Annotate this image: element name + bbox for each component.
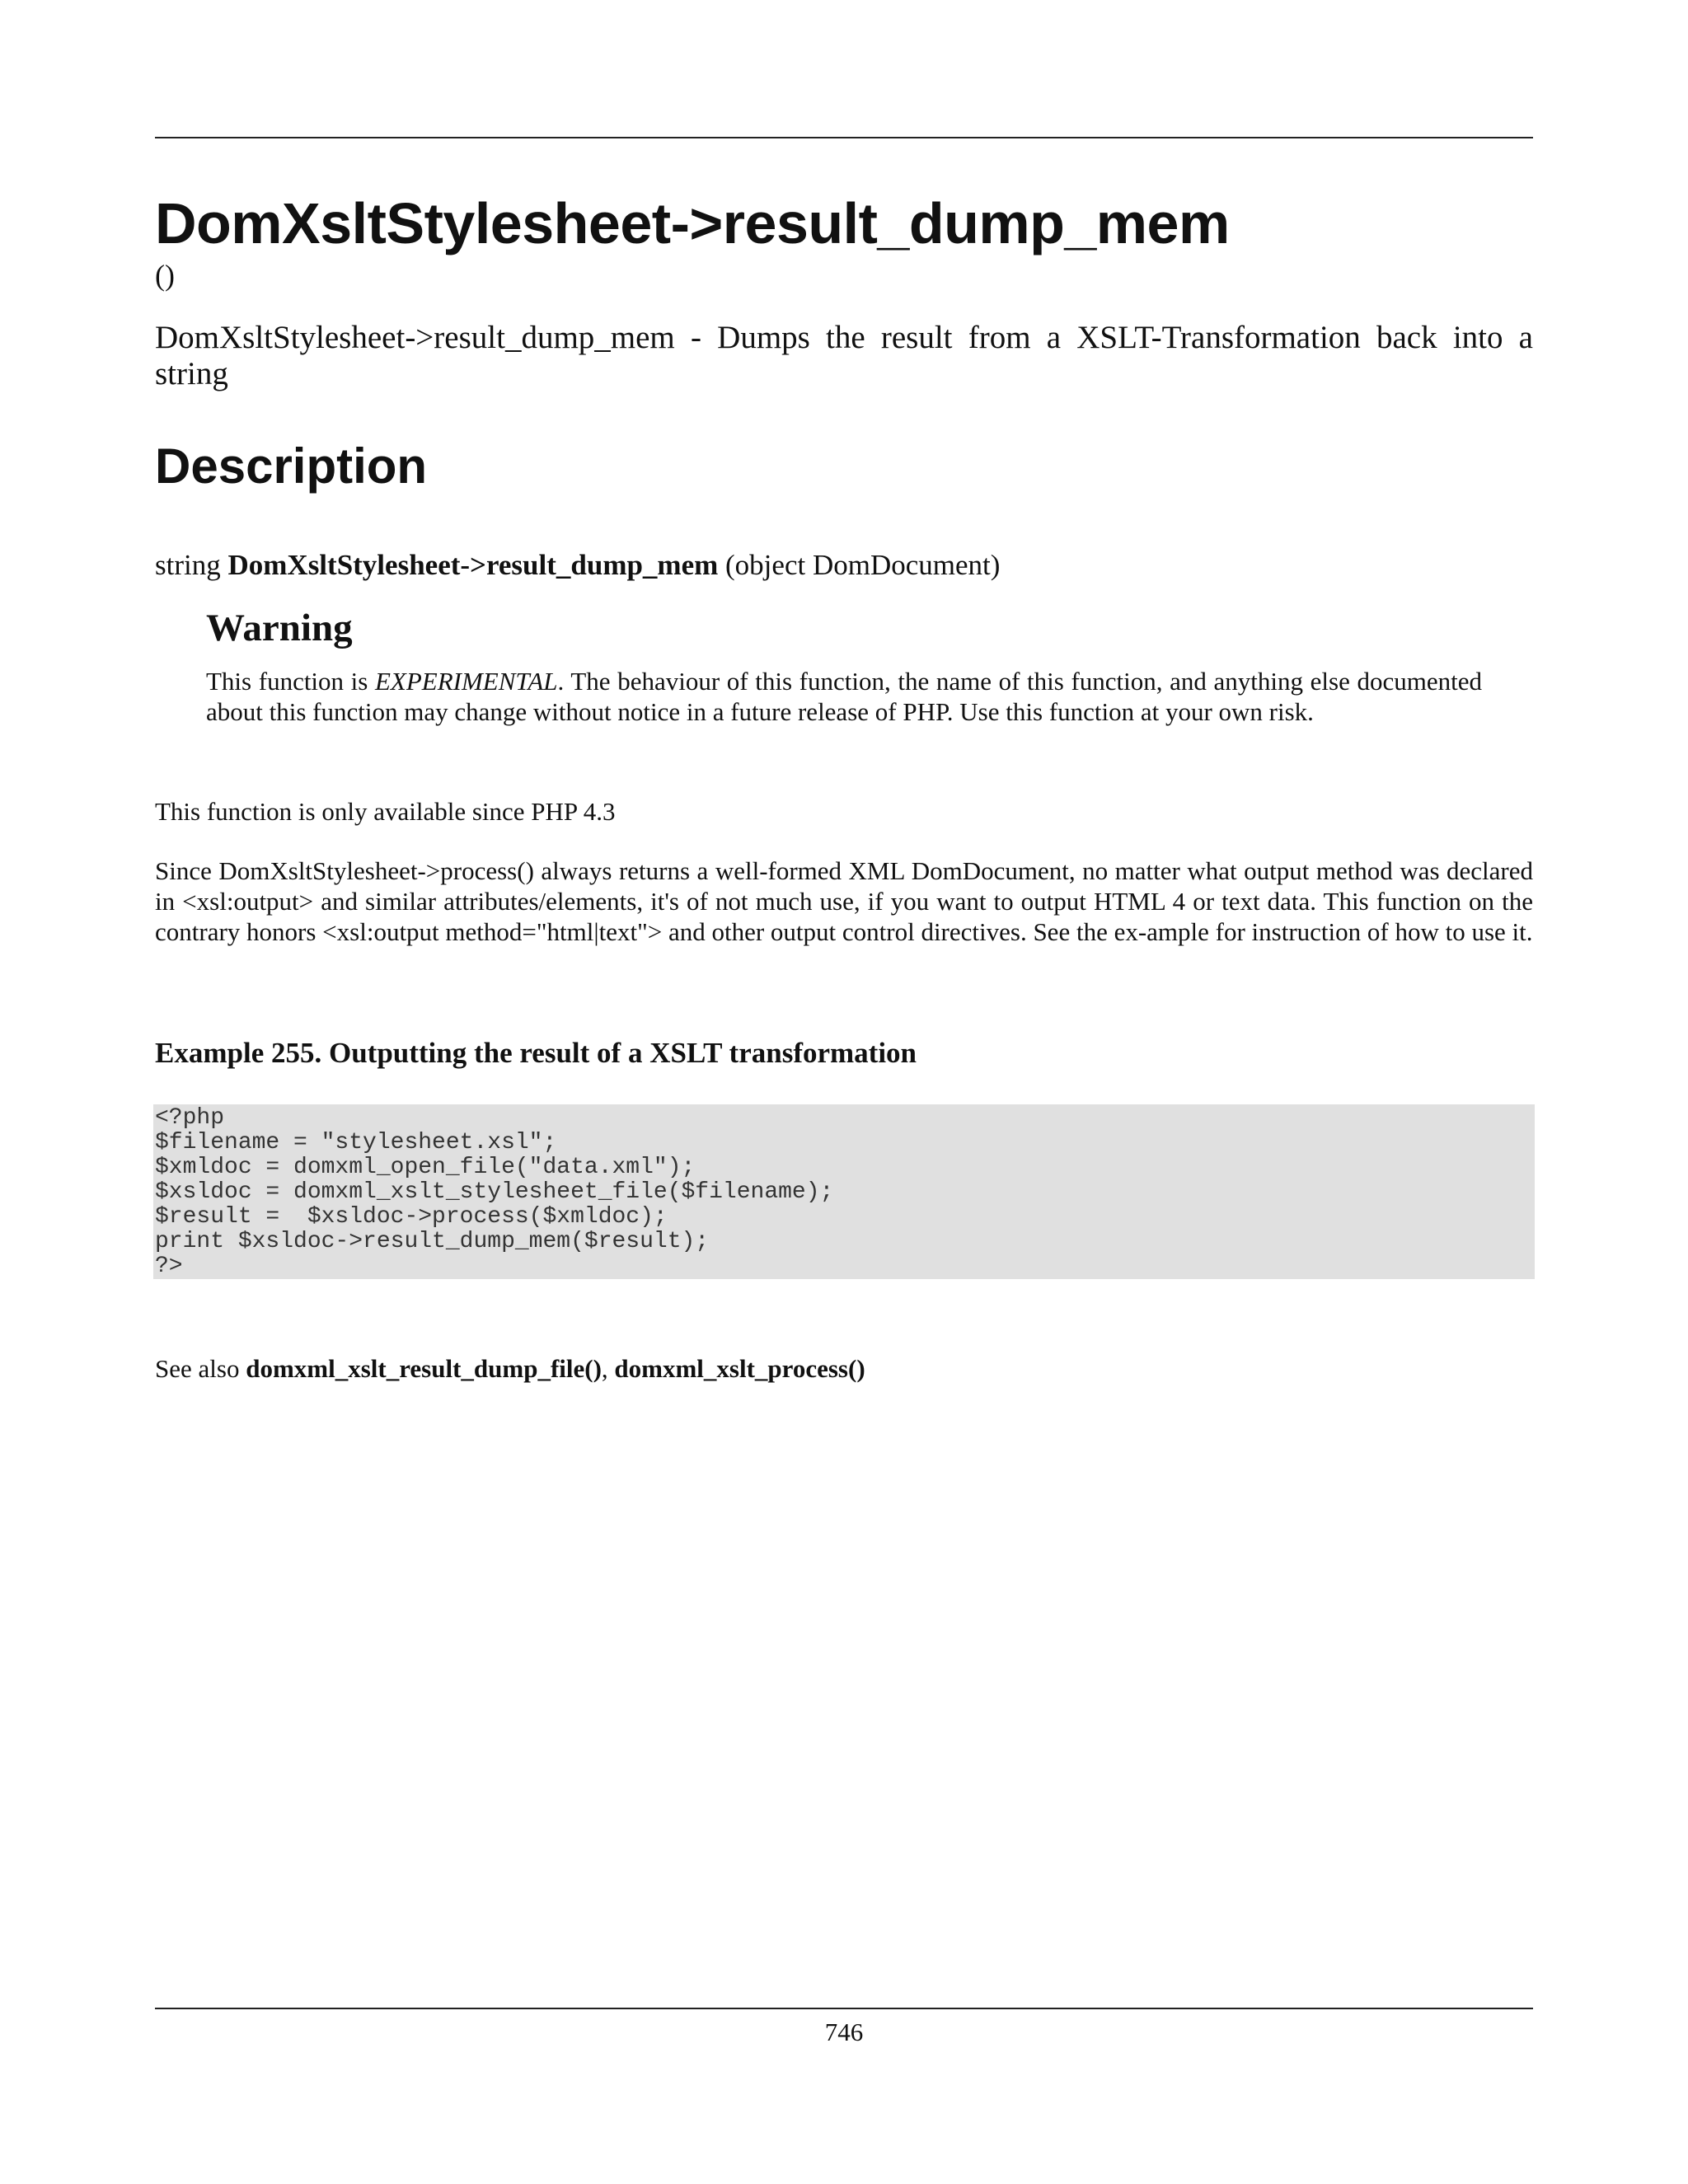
page-number: 746	[824, 2018, 864, 2046]
description-heading: Description	[155, 438, 428, 494]
warning-emphasis: EXPERIMENTAL	[374, 667, 558, 696]
synopsis-function-name: DomXsltStylesheet->result_dump_mem	[227, 549, 719, 581]
availability-note: This function is only available since PHP 4.3	[155, 797, 616, 826]
warning-text-after: . The behaviour of this function, the name of this function, and anything else documented about this function may change without notice in a future release of PHP. Use this function at your own risk.	[206, 667, 1482, 726]
code-line: $xmldoc = domxml_open_file("data.xml");	[155, 1155, 696, 1180]
warning-title: Warning	[206, 607, 353, 649]
see-also-link-xslt-process[interactable]: domxml_xslt_process()	[614, 1354, 865, 1383]
code-line: $xsldoc = domxml_xslt_stylesheet_file($filename);	[155, 1179, 834, 1205]
code-block	[153, 1104, 1535, 1279]
description-paragraph: Since DomXsltStylesheet->process() always returns a well-formed XML DomDocument, no matter what output method was declared in <xsl:output> and similar attributes/elements, it's of not much use, if you want to output HTML 4 or text data. This function on the contrary honors <xsl:output method="html|text"> and other output control directives. See the ex-ample for instruction of how to use it.	[155, 856, 1533, 946]
see-also-prefix: See also	[155, 1354, 246, 1383]
code-line: $result = $xsldoc->process($xmldoc);	[155, 1204, 668, 1230]
code-line: print $xsldoc->result_dump_mem($result);	[155, 1229, 710, 1254]
title-parens: ()	[155, 259, 175, 292]
see-also-link-result-dump-file[interactable]: domxml_xslt_result_dump_file()	[246, 1354, 602, 1383]
document-page	[155, 0, 1533, 2184]
warning-text	[206, 666, 1482, 727]
header-rule	[155, 137, 1533, 138]
refpurpose: DomXsltStylesheet->result_dump_mem - Dumps the result from a XSLT-Transformation back into a string	[155, 320, 1533, 391]
see-also-separator: ,	[601, 1354, 615, 1383]
function-synopsis	[155, 547, 1000, 583]
page-title: DomXsltStylesheet->result_dump_mem	[155, 191, 1230, 255]
example-title: Example 255. Outputting the result of a XSLT transformation	[155, 1037, 917, 1069]
warning-box	[206, 603, 1482, 727]
code-line: ?>	[155, 1254, 183, 1279]
see-also	[155, 1353, 865, 1385]
warning-text-before: This function is	[206, 667, 375, 696]
synopsis-params: (object DomDocument)	[725, 549, 1001, 581]
code-line: $filename = "stylesheet.xsl";	[155, 1130, 557, 1155]
synopsis-return-type: string	[155, 549, 221, 581]
footer-rule	[155, 2008, 1533, 2009]
code-line: <?php	[155, 1105, 225, 1131]
